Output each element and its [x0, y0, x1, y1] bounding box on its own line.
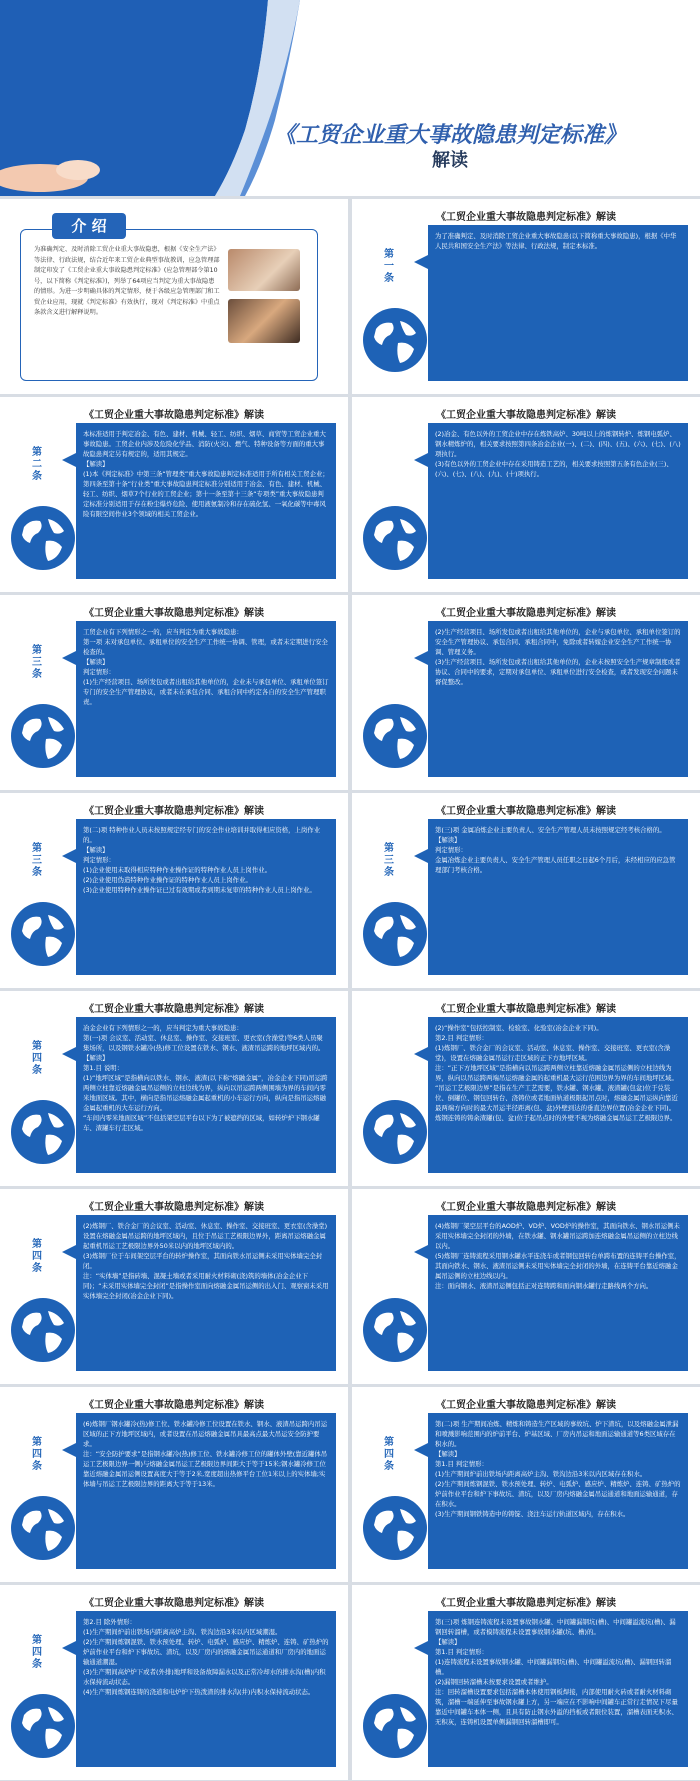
slide-title: 《工贸企业重大事故隐患判定标准》解读 — [84, 1202, 264, 1213]
content-box: (2)炼钢厂、铁合金厂的会议室、活动室、休息室、操作室、交接班室、更衣室(含澡堂)设置在熔融金属吊运跨的地坪区域内，且位于吊运工艺极限边界外，距离吊运熔融金属起重机吊运工艺极限边界外50米以内的地坪区域内的。 (3)炼钢厂位于车间架空层平台的转炉操作室，其面向铁水吊运侧未采用实体墙完全封闭。 注：“实体墙”是指砖墙、混凝土墙或者采用耐火材料砌(浇)筑的墙体(冶金企业下同)；“未采用实体墙完全封闭”是指操作室面向熔融金属吊运侧的出入门、观察窗未采用实体墙完全封闭(冶金企业下同)。 — [76, 1215, 336, 1371]
slide-4 — [0, 595, 348, 790]
content-box: (4)炼钢厂架空层平台的AOD炉、VD炉、VOD炉的操作室，其面向铁水、钢水吊运侧未采用实体墙完全封闭的外墙，在铁水罐、钢水罐吊运跨加连熔融金属吊运侧的立柱边线以内。 (5)炼钢厂连铸流程采用钢水罐水平连浇车或者钢包回转台单跨布置的连铸平台操作室，其面向铁水、钢水、液渣吊运侧未采用实体墙完全封闭的外墙，在连铸平台靠近熔融金属吊运侧的立柱边线以内。 注：面向钢水、液渣吊运侧包括正对连铸跨和面向钢水罐行走路线两个方向。 — [428, 1215, 688, 1371]
slide-title: 《工贸企业重大事故隐患判定标准》解读 — [436, 1400, 616, 1411]
content-box: 工贸企业有下列情形之一的，应当判定为重大事故隐患： 第一项 未对承包单位、承租单位的安全生产工作统一协调、管理，或者未定期进行安全检查的。 【解读】 判定情形： (1)生产经营项目、场所发包或者出租给其他单位的，企业未与承包单位、承租单位签订专门的安全生产管理协议，或者未在承包合同、承租合同中约定各自的安全生产管理职责。 — [76, 621, 336, 777]
intro-text: 为准确判定、及时消除工贸企业重大事故隐患，根据《安全生产法》等法律、行政法规，结合近年来工贸企业典型事故教训，应急管理部制定印发了《工贸企业重大事故隐患判定标准》(应急管理部令第10号，以下简称《判定标准》)，列举了64项应当判定为重大事故隐患的情形。为进一步明确具体的判定情形，便于各级应急管理部门和工贸企业应用，现就《判定标准》有效执行，现对《判定标准》中重点条款含义进行解释说明。 — [34, 246, 220, 316]
pointer-arrow — [62, 1245, 76, 1259]
article-tag: 第四条 — [384, 1437, 394, 1472]
slide-11 — [352, 1189, 700, 1384]
slide-3 — [352, 397, 700, 592]
slide-13 — [352, 1387, 700, 1582]
globe-icon — [362, 901, 428, 967]
article-tag: 第三条 — [32, 843, 42, 878]
content-box: 第(三)项 炼钢连铸流程未设置事故钢水罐、中间罐漏钢坑(槽)、中间罐溢流坑(槽)、漏钢回转溜槽，或者模铸流程未设置事故钢水罐(坑、槽)的。 【解读】 第1.目 判定情形： (1)连铸流程未设置事故钢水罐、中间罐漏钢坑(槽)、中间罐溢流坑(槽)、漏钢回转溜槽。 (2)漏钢回转溜槽未按要求设置或者维护。 注：回转溜槽设置要求包括溜槽本体使用钢板焊接，内部使用耐火砖或者耐火材料砌筑，溜槽一端延伸至事故钢水罐上方，另一端应在不影响中间罐车正常行走情况下尽量靠近中间罐车本体一侧，且具有防止钢水外溢的挡板或者限位装置，溜槽表面无积水、无积灰，连铸机设置单侧漏钢回转溜槽即可。 — [428, 1611, 688, 1767]
content-box: (2)冶金、有色以外的工贸企业中存在炼铁高炉、30吨以上的炼钢转炉、炼钢电弧炉、钢水精炼炉的，相关要求按照第四条冶金企业(一)、(二)、(四)、(五)、(六)、(七)、(八)项执行。 (3)有色以外的工贸企业中存在采用铸造工艺的，相关要求按照第五条有色企业(三)、(六)、(七)、(八)、(九)、(十)项执行。 — [428, 423, 688, 579]
pointer-arrow — [414, 849, 428, 863]
content-box: 第(二)项 生产期间冶炼、精炼和铸造生产区域的事故坑、炉下渣坑，以及熔融金属泄漏和喷溅影响范围内的炉前平台、炉基区域、厂房内吊运和地面运输通道等6类区域存在积水的。 【解读】 第1.目 判定情形： (1)生产期间炉前出铁场内距离高炉主沟、铁沟边沿3米以内区域存在积水。 (2)生产期间炼钢混铁、铁水预处理、转炉、电弧炉、感应炉、精炼炉、连铸、矿热炉的炉前作业平台和炉下事故坑、渣坑，以及厂房内熔融金属吊运通道和地面运输通道，存在积水。 (3)生产期间钢铁铸造中的铸锭、浇注车运行轨道区域内，存在积水。 — [428, 1413, 688, 1569]
globe-icon — [10, 1099, 76, 1165]
article-tag: 第四条 — [32, 1239, 42, 1274]
slide-title: 《工贸企业重大事故隐患判定标准》解读 — [436, 212, 616, 223]
slide-title: 《工贸企业重大事故隐患判定标准》解读 — [84, 608, 264, 619]
content-box: (2)生产经营项目、场所发包或者出租给其他单位的，企业与承包单位、承租单位签订的安全生产管理协议、承包合同、承租合同中，免除或者转嫁企业安全生产工作统一协调、管理义务。 (3)生产经营项目、场所发包或者出租给其他单位的，企业未按照安全生产规章制度或者协议、合同中的要求，定期对承包单位、承租单位进行安全检查，或者发现安全问题未督促整改。 — [428, 621, 688, 777]
content-box: 第(三)项 金属冶炼企业主要负责人、安全生产管理人员未按照规定经考核合格的。 【解读】 判定情形： 金属冶炼企业主要负责人、安全生产管理人员任职之日起6个月后，未经相应的应急管理部门考核合格。 — [428, 819, 688, 975]
globe-icon — [10, 505, 76, 571]
article-tag: 第一条 — [384, 249, 394, 284]
slide-title: 《工贸企业重大事故隐患判定标准》解读 — [84, 1004, 264, 1015]
content-box: 第2.目 除外情形： (1)生产期间炉前出铁场内距离高炉主沟、铁沟边沿3米以内区域潮湿。 (2)生产期间炼钢混铁、铁水预处理、转炉、电弧炉、感应炉、精炼炉、连铸、矿热炉的炉前作业平台和炉下事故坑、渣坑，以及厂房内的熔融金属吊运通道和厂房内的地面运输通道潮湿。 (3)生产期间高炉炉下或者(外排)地坪和设备故障漏水以及正常冷却水的排水沟(槽)内积水保持流动状态。 (4)生产期间炼钢连铸的浇道和电炉炉下热泼渣的排水沟(井)内积水保持流动状态。 — [76, 1611, 336, 1767]
office-photo-icon — [228, 249, 300, 291]
slide-12 — [0, 1387, 348, 1582]
cover-title: 《工贸企业重大事故隐患判定标准》 — [273, 123, 626, 148]
globe-icon — [10, 901, 76, 967]
article-tag: 第四条 — [32, 1635, 42, 1670]
globe-icon — [362, 505, 428, 571]
globe-icon — [10, 1693, 76, 1759]
pointer-arrow — [62, 453, 76, 467]
slide-6 — [0, 793, 348, 988]
intro-slide — [0, 199, 348, 394]
article-tag: 第三条 — [32, 645, 42, 680]
globe-icon — [362, 1099, 428, 1165]
slide-title: 《工贸企业重大事故隐患判定标准》解读 — [436, 1004, 616, 1015]
article-tag: 第二条 — [32, 447, 42, 482]
globe-icon — [362, 1297, 428, 1363]
pointer-arrow — [62, 1443, 76, 1457]
pointer-arrow — [62, 1641, 76, 1655]
globe-icon — [10, 703, 76, 769]
slide-title: 《工贸企业重大事故隐患判定标准》解读 — [436, 806, 616, 817]
pointer-arrow — [414, 1443, 428, 1457]
slide-5 — [352, 595, 700, 790]
slide-title: 《工贸企业重大事故隐患判定标准》解读 — [84, 806, 264, 817]
article-tag: 第四条 — [32, 1437, 42, 1472]
slide-title: 《工贸企业重大事故隐患判定标准》解读 — [436, 1202, 616, 1213]
slide-title: 《工贸企业重大事故隐患判定标准》解读 — [84, 1598, 264, 1609]
slide-8 — [0, 991, 348, 1186]
slide-10 — [0, 1189, 348, 1384]
slide-title: 《工贸企业重大事故隐患判定标准》解读 — [436, 1598, 616, 1609]
pointer-arrow — [62, 849, 76, 863]
slide-title: 《工贸企业重大事故隐患判定标准》解读 — [436, 410, 616, 421]
pointer-arrow — [414, 1245, 428, 1259]
slide-9 — [352, 991, 700, 1186]
globe-icon — [10, 1297, 76, 1363]
person-photo-icon — [228, 299, 300, 343]
slide-15 — [352, 1585, 700, 1780]
pointer-arrow — [414, 651, 428, 665]
pointer-arrow — [414, 1641, 428, 1655]
pointer-arrow — [62, 1047, 76, 1061]
article-tag: 第四条 — [32, 1041, 42, 1076]
cover-slide — [0, 0, 700, 196]
globe-icon — [362, 703, 428, 769]
slide-title: 《工贸企业重大事故隐患判定标准》解读 — [84, 1400, 264, 1411]
pointer-arrow — [62, 651, 76, 665]
slide-1 — [352, 199, 700, 394]
pointer-arrow — [414, 255, 428, 269]
content-box: 本标准适用于判定冶金、有色、建材、机械、轻工、纺织、烟草、商贸等工贸企业重大事故隐患。工贸企业内涉及危险化学品、消防(火灾)、燃气、特种设备等方面的重大事故隐患判定另有规定的，适用其规定。 【解读】 (1)本《判定标准》中第三条“管理类”重大事故隐患判定标准适用于所有相关工贸企业；第四条至第十条“行业类”重大事故隐患判定标准分别适用于冶金、有色、建材、机械、轻工、纺织、烟草7个行业的工贸企业；第十一条至第十三条“专项类”重大事故隐患判定标准分别适用于存在粉尘爆炸危险、使用液氨制冷和存在硫化氢、一氧化碳等中毒风险有限空间作业3个领域的相关工贸企业。 — [76, 423, 336, 579]
content-box: 冶金企业有下列情形之一的，应当判定为重大事故隐患： 第(一)项 会议室、活动室、休息室、操作室、交接班室、更衣室(含澡堂)等6类人员聚集场所，以及钢铁水罐冷(热)修工位设置在铁水、钢水、液渣吊运跨的地坪区域内的。 【解读】 第1.目 说明： (1)“地坪区域”是指横向以铁水、钢水、液渣(以下称“熔融金属”，冶金企业下同)吊运跨两侧立柱靠近熔融金属吊运侧的立柱边线为界，纵向以吊运跨两侧围墙为界的车间内零米地面区域。其中，横向是指吊运熔融金属起重机的小车运行方向，纵向是指吊运熔融金属起重机的大车运行方向。 “车间内零米地面区域”不包括架空层平台以下为了被遮挡的区域，如转炉炉下钢水罐车、渣罐车行走区域。 — [76, 1017, 336, 1173]
globe-icon — [362, 1495, 428, 1561]
pointer-arrow — [414, 453, 428, 467]
globe-icon — [362, 307, 428, 373]
article-tag: 第三条 — [384, 843, 394, 878]
content-box: (6)炼钢厂钢水罐冷(热)修工位、铁水罐冷修工位设置在铁水、钢水、液渣吊运跨内吊运区域的正下方地坪区域内，或者设置在吊运熔融金属吊具最高点最大吊运安全防护要求。 注：“安全防护要求”是指钢水罐冷(热)修工位、铁水罐冷修工位的罐体外壁(靠近罐体吊运工艺极限边界一侧)与熔融金属吊运工艺极限边界间距大于等于15米;钢水罐冷修工位靠近熔融金属吊运侧设置高度大于等于2米,宽度超出热修平台工位1米以上的实体墙;实体墙与吊运工艺极限边界的距离大于等于13米。 — [76, 1413, 336, 1569]
content-box: 第(二)项 特种作业人员未按照规定经专门的安全作业培训并取得相应资格，上岗作业的。 【解读】 判定情形： (1)企业使用未取得相应特种作业操作证的特种作业人员上岗作业。 (2)企业使用伪造特种作业操作证的特种作业人员上岗作业。 (3)企业使用特种作业操作证已过有效期或者到期未复审的特种作业人员上岗作业。 — [76, 819, 336, 975]
slide-7 — [352, 793, 700, 988]
slide-title: 《工贸企业重大事故隐患判定标准》解读 — [84, 410, 264, 421]
slide-title: 《工贸企业重大事故隐患判定标准》解读 — [436, 608, 616, 619]
cover-subtitle: 解读 — [432, 150, 468, 171]
globe-icon — [10, 1495, 76, 1561]
content-box: (2)“操作室”包括控制室、检验室、化验室(冶金企业下同)。 第2.目 判定情形： (1)炼钢厂、铁合金厂的会议室、活动室、休息室、操作室、交接班室、更衣室(含澡堂)，设置在熔融金属吊运行走区域的正下方地坪区域。 注：“正下方地坪区域”是指横向以吊运跨两侧立柱靠近熔融金属吊运侧的立柱边线为界，纵向以吊运跨两端吊运熔融金属的起重机最大运行范围边界为界的车间地坪区域。 “吊运工艺极限边界”是指在生产工艺需要，铁水罐、钢水罐、液渣罐(包盆)位于兑装位、倒罐位、钢包回转台、浇铸位或者地面轨道极限起吊点时，熔融金属吊运纵向靠近最两端方向时的最大吊运半径距离(包、盆)外壁到达的垂直边界位置(冶金企业下同)。炼钢连铸的铸余渣罐(包、盆)位于起吊点时的外壁不视为熔融金属吊运工艺极限边界。 — [428, 1017, 688, 1173]
pointer-arrow — [414, 1047, 428, 1061]
content-box: 为了准确判定、及时消除工贸企业重大事故隐患(以下简称重大事故隐患)，根据《中华人民共和国安全生产法》等法律、行政法规，制定本标准。 — [428, 225, 688, 381]
intro-badge: 介 绍 — [52, 213, 126, 239]
slide-2 — [0, 397, 348, 592]
globe-icon — [362, 1693, 428, 1759]
slide-14 — [0, 1585, 348, 1780]
